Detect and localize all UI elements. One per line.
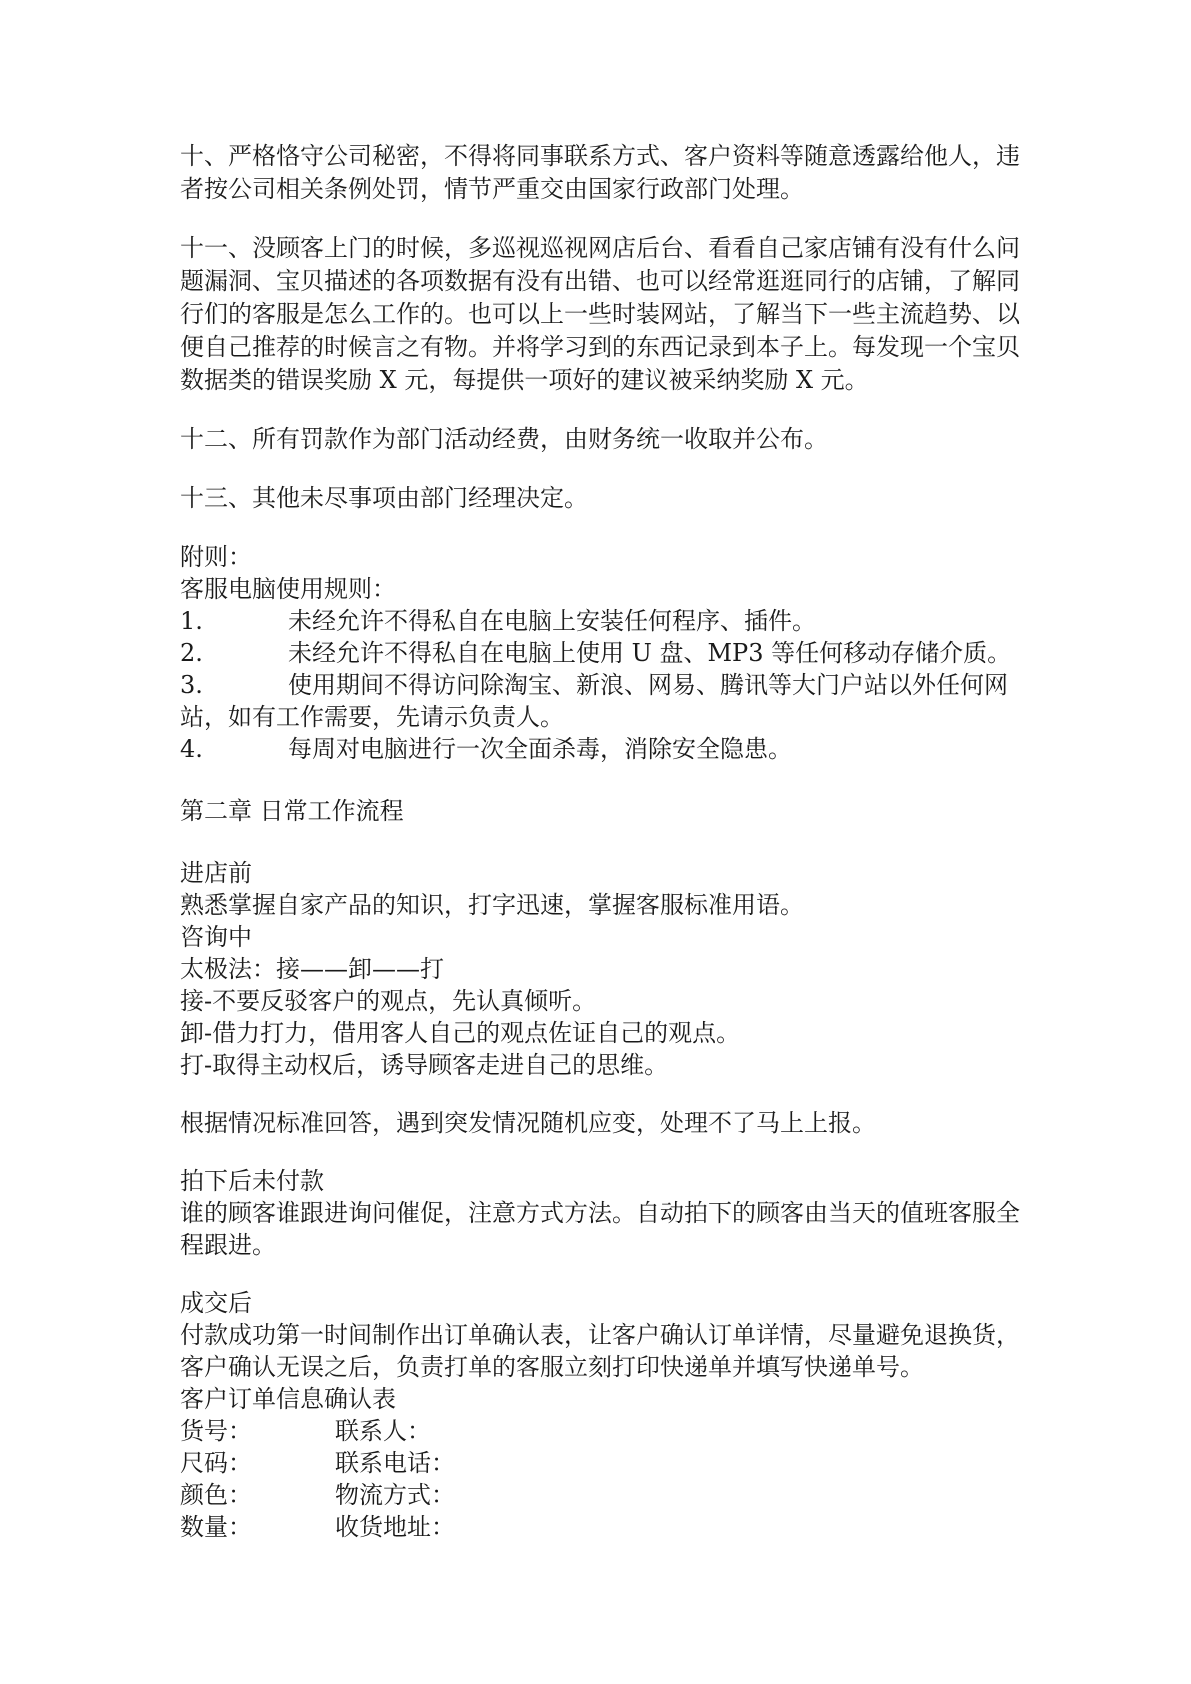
form-field-label: 收货地址： — [335, 1513, 455, 1541]
consulting-line: 卸-借力打力，借用客人自己的观点佐证自己的观点。 — [180, 1019, 741, 1047]
appendix-heading: 附则： — [180, 543, 252, 571]
form-field-label: 货号： — [180, 1417, 252, 1445]
consulting-line: 打-取得主动权后，诱导顾客走进自己的思维。 — [180, 1051, 669, 1079]
consulting-heading: 咨询中 — [180, 923, 252, 951]
list-text: 每周对电脑进行一次全面杀毒，消除安全隐患。 — [288, 735, 792, 763]
unpaid-heading: 拍下后未付款 — [180, 1167, 324, 1195]
appendix-subheading: 客服电脑使用规则： — [180, 575, 396, 603]
form-row — [180, 1511, 1020, 1543]
form-row — [180, 1479, 1020, 1511]
form-field-label: 联系电话： — [335, 1449, 455, 1477]
order-form — [180, 1415, 1020, 1543]
list-number: 3. — [180, 671, 203, 699]
form-row — [180, 1415, 1020, 1447]
form-field-label: 颜色： — [180, 1481, 252, 1509]
consulting-line: 接-不要反驳客户的观点，先认真倾听。 — [180, 987, 597, 1015]
list-number: 1. — [180, 607, 203, 635]
standard-answer-text: 根据情况标准回答，遇到突发情况随机应变，处理不了马上上报。 — [180, 1109, 876, 1137]
consulting-line: 太极法：接——卸——打 — [180, 955, 444, 983]
rule-11: 十一、没顾客上门的时候，多巡视巡视网店后台、看看自己家店铺有没有什么问题漏洞、宝贝描述的各项数据有没有出错、也可以经常逛逛同行的店铺，了解同行们的客服是怎么工作的。也可以上一些时装网站，了解当下一些主流趋势、以便自己推荐的时候言之有物。并将学习到的东西记录到本子上。每发现一个宝贝数据类的错误奖励 X 元，每提供一项好的建议被采纳奖励 X 元。 — [180, 234, 1020, 394]
form-field-label: 物流方式： — [335, 1481, 455, 1509]
appendix-section — [180, 541, 1020, 765]
form-field-label: 数量： — [180, 1513, 252, 1541]
list-text: 未经允许不得私自在电脑上安装任何程序、插件。 — [288, 607, 816, 635]
list-number: 2. — [180, 639, 203, 667]
rule-13: 十三、其他未尽事项由部门经理决定。 — [180, 484, 588, 512]
form-row — [180, 1447, 1020, 1479]
before-shop-text: 熟悉掌握自家产品的知识，打字迅速，掌握客服标准用语。 — [180, 891, 804, 919]
after-deal-text: 付款成功第一时间制作出订单确认表，让客户确认订单详情，尽量避免退换货，客户确认无误之后，负责打单的客服立刻打印快递单并填写快递单号。 — [180, 1321, 1020, 1381]
list-item — [180, 733, 1020, 765]
unpaid-text: 谁的顾客谁跟进询问催促，注意方式方法。自动拍下的顾客由当天的值班客服全程跟进。 — [180, 1199, 1020, 1259]
list-number: 4. — [180, 735, 203, 763]
chapter-title: 第二章 日常工作流程 — [180, 797, 404, 825]
rule-10: 十、严格恪守公司秘密，不得将同事联系方式、客户资料等随意透露给他人，违者按公司相关条例处罚，情节严重交由国家行政部门处理。 — [180, 142, 1020, 203]
list-item — [180, 637, 1020, 669]
rule-12: 十二、所有罚款作为部门活动经费，由财务统一收取并公布。 — [180, 425, 828, 453]
document-page — [180, 140, 1020, 1543]
list-text: 使用期间不得访问除淘宝、新浪、网易、腾讯等大门户站以外任何网站，如有工作需要，先请示负责人。 — [180, 671, 1008, 731]
list-item — [180, 605, 1020, 637]
before-shop-heading: 进店前 — [180, 859, 252, 887]
form-field-label: 尺码： — [180, 1449, 252, 1477]
order-form-title: 客户订单信息确认表 — [180, 1385, 396, 1413]
list-text: 未经允许不得私自在电脑上使用 U 盘、MP3 等任何移动存储介质。 — [288, 639, 1012, 667]
form-field-label: 联系人： — [335, 1417, 431, 1445]
after-deal-heading: 成交后 — [180, 1289, 252, 1317]
list-item — [180, 669, 1020, 733]
